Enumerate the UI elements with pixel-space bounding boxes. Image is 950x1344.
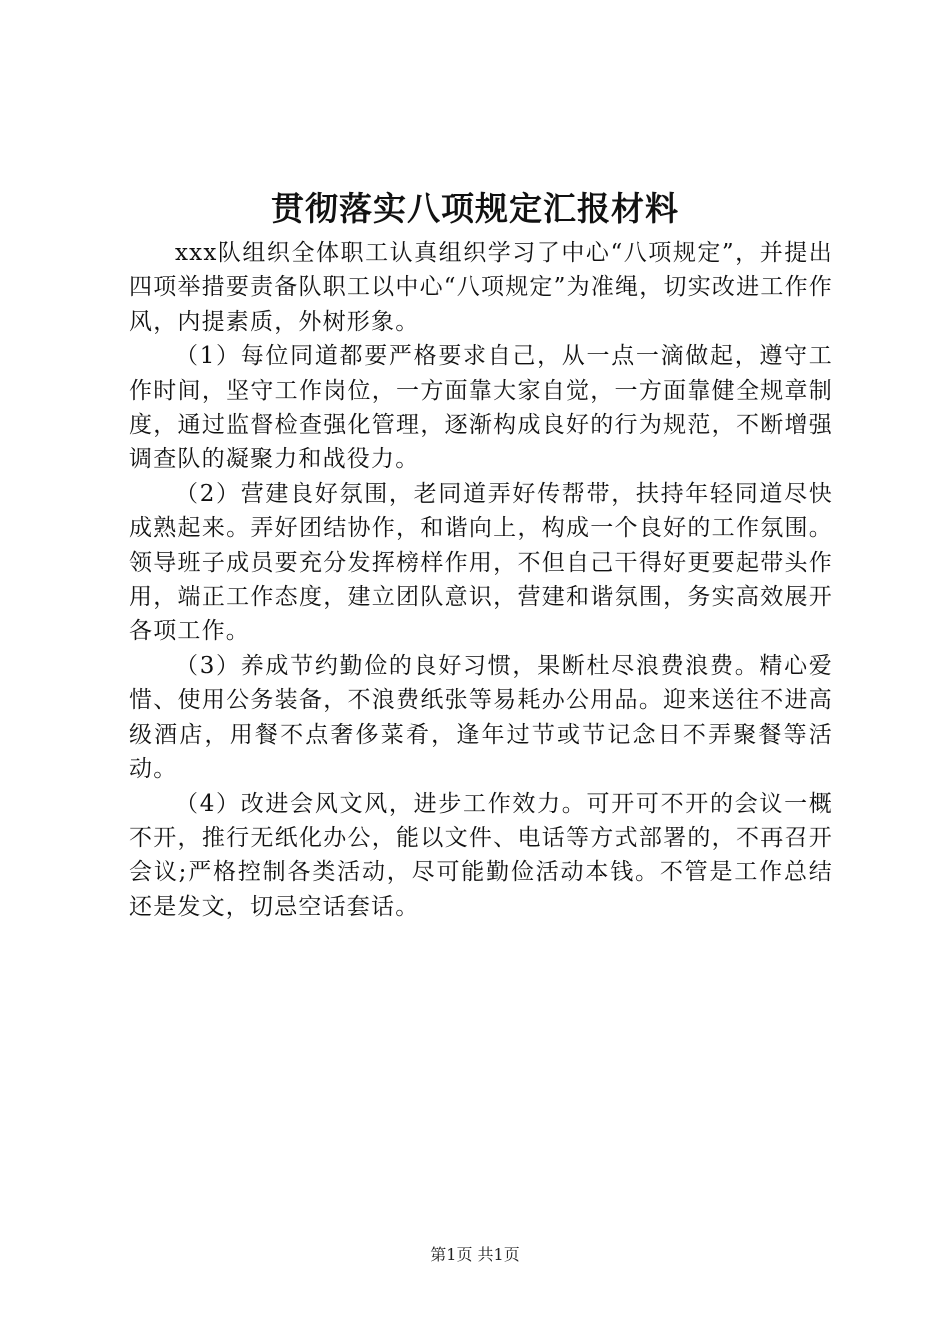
paragraph-item-4: （4）改进会风文风，进步工作效力。可开可不开的会议一概不开，推行无纸化办公，能以文件、电话等方式部署的，不再召开会议;严格控制各类活动，尽可能勤俭活动本钱。不管是工作总结还是发文，切忌空话套话。 [129,790,833,920]
paragraph-intro: xxx队组织全体职工认真组织学习了中心“八项规定”，并提出四项举措要责备队职工以中心“八项规定”为准绳，切实改进工作作风，内提素质，外树形象。 [129,240,833,335]
document-title: 贯彻落实八项规定汇报材料 [271,189,679,228]
paragraph-item-3: （3）养成节约勤俭的良好习惯，果断杜尽浪费浪费。精心爱惜、使用公务装备，不浪费纸张等易耗办公用品。迎来送往不进高级酒店，用餐不点奢侈菜肴，逢年过节或节记念日不弄聚餐等活动。 [129,652,833,783]
document-body [129,236,833,924]
page-number-footer: 第1页 共1页 [430,1245,520,1264]
paragraph-item-1: （1）每位同道都要严格要求自己，从一点一滴做起，遵守工作时间，坚守工作岗位，一方面靠大家自觉，一方面靠健全规章制度，通过监督检查强化管理，逐渐构成良好的行为规范，不断增强调查队的凝聚力和战役力。 [129,343,833,473]
paragraph-item-2: （2）营建良好氛围，老同道弄好传帮带，扶持年轻同道尽快成熟起来。弄好团结协作，和谐向上，构成一个良好的工作氛围。领导班子成员要充分发挥榜样作用，不但自己干得好更要起带头作用，端正工作态度，建立团队意识，营建和谐氛围，务实高效展开各项工作。 [129,480,833,645]
